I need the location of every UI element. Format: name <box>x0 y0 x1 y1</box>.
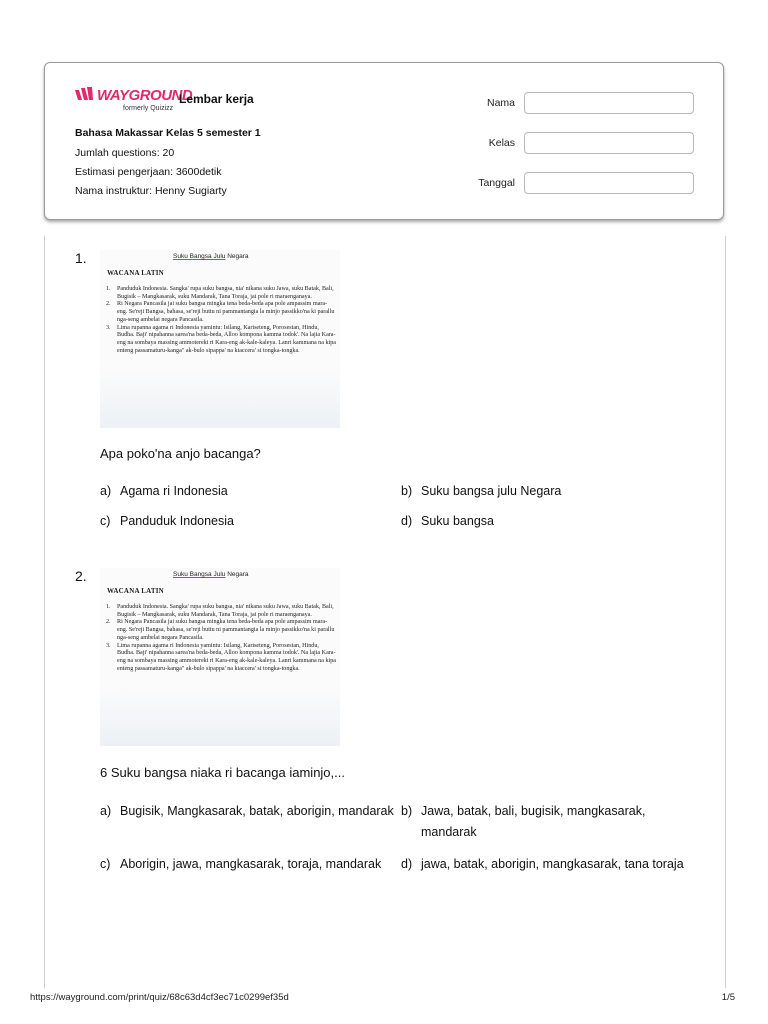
passage-section-title: WACANA LATIN <box>107 269 164 277</box>
passage-list <box>106 286 336 355</box>
page-number: 1/5 <box>721 992 735 1003</box>
wayground-logo-icon <box>75 87 97 103</box>
answer-option[interactable]: c) Aborigin, jawa, mangkasarak, toraja, mandarak <box>100 857 382 871</box>
name-field[interactable] <box>524 92 694 114</box>
instructor-name: Nama instruktur: Henny Sugiarty <box>75 185 227 197</box>
name-label: Nama <box>486 97 515 109</box>
questions-count: Jumlah questions: 20 <box>75 147 175 159</box>
answer-option[interactable]: a) Bugisik, Mangkasarak, batak, aborigin, mandarak <box>100 804 394 818</box>
answer-option[interactable]: d) jawa, batak, aborigin, mangkasarak, tana toraja <box>401 857 684 871</box>
passage-list <box>106 604 336 673</box>
footer-url: https://wayground.com/print/quiz/68c63d4cf3ec71c0299ef35d <box>30 992 289 1003</box>
class-field[interactable] <box>524 132 694 154</box>
passage-item: 1. Panduduk Indonesia. Sangka' rupa suku bangsa, nia' nikana suku Jawa, suku Batak, Bali, Bugisik – Mangkasarak, suku Mandarak, Tana Toraja, jai pole ri maraenganaya. <box>106 604 334 618</box>
date-field[interactable] <box>524 172 694 194</box>
date-label: Tanggal <box>478 177 515 189</box>
answer-option[interactable]: c) Panduduk Indonesia <box>100 514 234 528</box>
passage-item: 3. Lima rupanna agama ri Indonesia yamintu: Isilang, Kariseteng, Porosestan, Hindu, Budha. Baji' nipahanna sarea'na beda-beda, Alloo kompona kamma todok'. Na lajia Kara-eng na sombaya massing ammotereki ri Kara-eng ak-kale-kaleya. Lanri kammana na kipa enteng passamaturu-kanga" ak-bulo sipappa' na kiaccera' si tongka-tongka. <box>106 642 336 672</box>
passage-item: 2. Ri Negara Pancasila jai suku bangsa mingka tena beda-beda apa pole ampassim mara-eng. Se'reji Bangsa, bahasa, se'reji buttu ni pammantangia la minjo passikko'na ki parallu nga-seng ambelai negara Pancasila. <box>106 619 335 641</box>
worksheet-title: Bahasa Makassar Kelas 5 semester 1 <box>75 127 261 139</box>
question-number: 1. <box>75 250 87 266</box>
passage-image <box>100 250 340 428</box>
passage-item: 3. Lima rupanna agama ri Indonesia yamintu: Isilang, Kariseteng, Porosestan, Hindu, Budha. Baji' nipahanna sarea'na beda-beda, Alloo kompona kamma todok'. Na lajia Kara-eng na sombaya massing ammotereki ri Kara-eng ak-kale-kaleya. Lanri kammana na kipa enteng passamaturu-kanga" ak-bulo sipappa' na kiaccera' si tongka-tongka. <box>106 324 336 354</box>
answer-option[interactable]: d) Suku bangsa <box>401 514 494 528</box>
passage-item: 1. Panduduk Indonesia. Sangka' rupa suku bangsa, nia' nikana suku Jawa, suku Batak, Bali, Bugisik – Mangkasarak, suku Mandarak, Tana Toraja, jai pole ri maraenganaya. <box>106 286 334 300</box>
passage-shading <box>100 370 340 428</box>
passage-image <box>100 568 340 746</box>
passage-heading: Suku Bangsa Julu Negara <box>173 571 249 578</box>
passage-shading <box>100 688 340 746</box>
brand-subtitle: formerly Quizizz <box>123 105 174 112</box>
wayground-logo <box>75 87 193 115</box>
brand-name: WAYGROUND <box>97 87 193 104</box>
time-estimate: Estimasi pengerjaan: 3600detik <box>75 166 222 178</box>
answer-option[interactable]: a) Agama ri Indonesia <box>100 484 228 498</box>
question-number: 2. <box>75 568 87 584</box>
document-type: Lembar kerja <box>179 92 254 106</box>
answer-option[interactable]: b) Jawa, batak, bali, bugisik, mangkasarak, mandarak <box>401 804 646 839</box>
worksheet-header <box>44 62 724 220</box>
question-text: 6 Suku bangsa niaka ri bacanga iaminjo,... <box>100 765 345 780</box>
passage-heading: Suku Bangsa Julu Negara <box>173 253 249 260</box>
question-text: Apa poko'na anjo bacanga? <box>100 446 261 461</box>
answer-option[interactable]: b) Suku bangsa julu Negara <box>401 484 562 498</box>
passage-section-title: WACANA LATIN <box>107 587 164 595</box>
class-label: Kelas <box>488 137 515 149</box>
passage-item: 2. Ri Negara Pancasila jai suku bangsa mingka tena beda-beda apa pole ampassim mara-eng. Se'reji Bangsa, bahasa, se'reji buttu ni pammantangia la minjo passikko'na ki parallu nga-seng ambelai negara Pancasila. <box>106 301 335 323</box>
